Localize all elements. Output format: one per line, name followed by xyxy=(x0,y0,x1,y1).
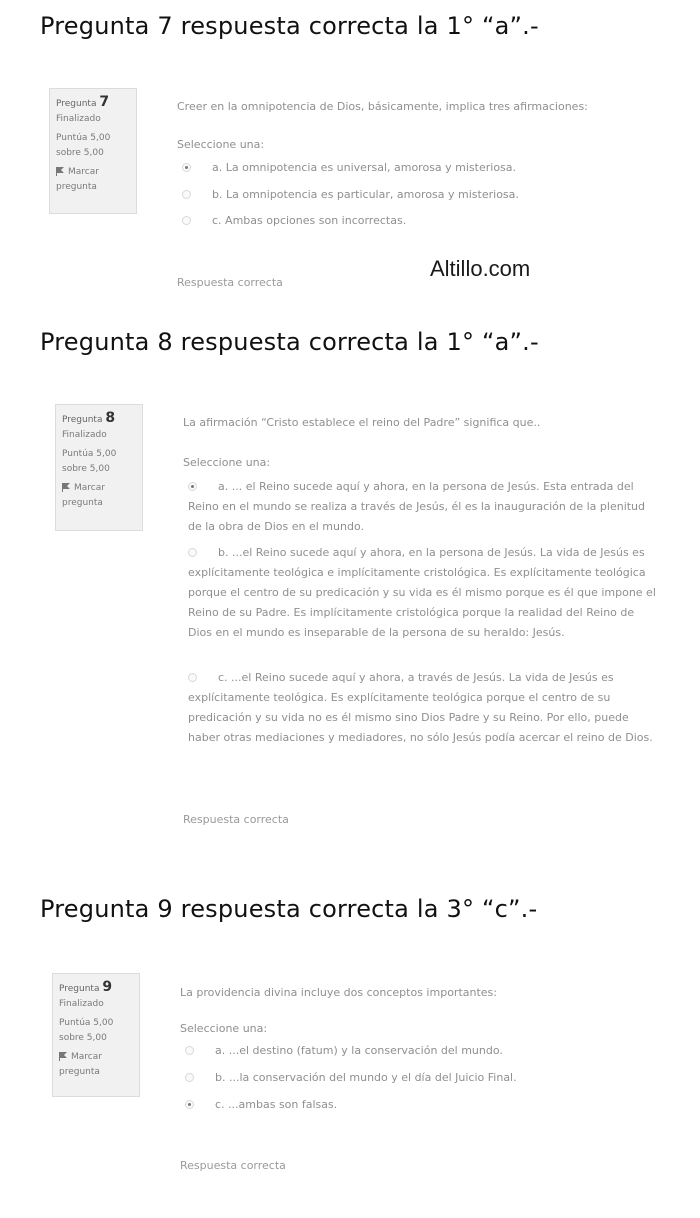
question-8-number: Pregunta 8 xyxy=(62,410,116,426)
radio-icon[interactable] xyxy=(188,673,197,682)
question-9-feedback: Respuesta correcta xyxy=(180,1159,286,1172)
question-8-flag-link[interactable]: Marcar xyxy=(62,481,136,496)
question-9-answer-c[interactable]: c. ...ambas son falsas. xyxy=(185,1095,625,1115)
question-9-prompt: Seleccione una: xyxy=(180,1022,268,1035)
question-7-answer-b[interactable]: b. La omnipotencia es particular, amorosa y misteriosa. xyxy=(182,185,622,205)
question-7-score: Puntúa 5,00 xyxy=(56,133,111,143)
question-8-score: Puntúa 5,00 xyxy=(62,449,117,459)
radio-selected-icon[interactable] xyxy=(185,1100,194,1109)
question-7-text: Creer en la omnipotencia de Dios, básicamente, implica tres afirmaciones: xyxy=(177,100,588,113)
question-8-status: Finalizado xyxy=(62,430,107,440)
question-9-info-box xyxy=(52,973,140,1097)
question-7-prompt: Seleccione una: xyxy=(177,138,265,151)
question-7-answer-a[interactable]: a. La omnipotencia es universal, amorosa y misteriosa. xyxy=(182,158,622,178)
question-7-score-max: sobre 5,00 xyxy=(56,148,104,158)
question-9-answer-b[interactable]: b. ...la conservación del mundo y el día del Juicio Final. xyxy=(185,1068,625,1088)
radio-selected-icon[interactable] xyxy=(188,482,197,491)
radio-icon[interactable] xyxy=(185,1046,194,1055)
radio-icon[interactable] xyxy=(185,1073,194,1082)
question-8-info-box xyxy=(55,404,143,531)
question-9-score: Puntúa 5,00 xyxy=(59,1018,114,1028)
question-8-prompt: Seleccione una: xyxy=(183,456,271,469)
flag-icon xyxy=(59,1052,67,1061)
question-7-answer-c[interactable]: c. Ambas opciones son incorrectas. xyxy=(182,211,622,231)
question-7-status: Finalizado xyxy=(56,114,101,124)
radio-icon[interactable] xyxy=(182,190,191,199)
question-8-flag-link-2[interactable]: pregunta xyxy=(62,498,103,508)
question-7-heading: Pregunta 7 respuesta correcta la 1° “a”.- xyxy=(40,12,539,40)
question-8-answer-b[interactable]: b. ...el Reino sucede aquí y ahora, en la persona de Jesús. La vida de Jesús es explícitamente teológica e implícitamente cristológica. Es explícitamente teológica porque el centro de su predicación y su vida es él mismo porque es él que impone el Reino de su Padre. Es implícitamente cristológica porque la realidad del Reino de Dios en el mundo es inseparable de la persona de su heraldo: Jesús. xyxy=(188,546,656,639)
flag-icon xyxy=(62,483,70,492)
question-9-text: La providencia divina incluye dos conceptos importantes: xyxy=(180,986,497,999)
question-7-flag-link[interactable]: Marcar xyxy=(56,165,130,180)
question-9-number: Pregunta 9 xyxy=(59,979,113,995)
question-9-flag-link[interactable]: Marcar xyxy=(59,1050,133,1065)
watermark: Altillo.com xyxy=(430,256,531,281)
question-8-answer-c[interactable]: c. ...el Reino sucede aquí y ahora, a través de Jesús. La vida de Jesús es explícitamente teológica. Es explícitamente teológica porque el centro de su predicación y su vida no es él mismo sino Dios Padre y su Reino. Por ello, puede haber otras mediaciones y mediadores, no sólo Jesús podía acercar el reino de Dios. xyxy=(188,671,653,744)
flag-icon xyxy=(56,167,64,176)
question-7-info-box xyxy=(49,88,137,214)
question-9-answer-a[interactable]: a. ...el destino (fatum) y la conservación del mundo. xyxy=(185,1041,625,1061)
question-7-feedback: Respuesta correcta xyxy=(177,276,283,289)
question-8-text: La afirmación “Cristo establece el reino del Padre” significa que.. xyxy=(183,416,541,429)
question-9-flag-link-2[interactable]: pregunta xyxy=(59,1067,100,1077)
radio-selected-icon[interactable] xyxy=(182,163,191,172)
question-9-score-max: sobre 5,00 xyxy=(59,1033,107,1043)
question-8-score-max: sobre 5,00 xyxy=(62,464,110,474)
radio-icon[interactable] xyxy=(182,216,191,225)
question-8-answer-a[interactable]: a. ... el Reino sucede aquí y ahora, en la persona de Jesús. Esta entrada del Reino en el mundo se realiza a través de Jesús, él es la inauguración de la plenitud de la obra de Dios en el mundo. xyxy=(188,480,646,533)
question-9-heading: Pregunta 9 respuesta correcta la 3° “c”.- xyxy=(40,895,538,923)
question-8-heading: Pregunta 8 respuesta correcta la 1° “a”.- xyxy=(40,328,539,356)
radio-icon[interactable] xyxy=(188,548,197,557)
question-9-status: Finalizado xyxy=(59,999,104,1009)
question-8-feedback: Respuesta correcta xyxy=(183,813,289,826)
question-7-number: Pregunta 7 xyxy=(56,94,110,110)
question-7-flag-link-2[interactable]: pregunta xyxy=(56,182,97,192)
